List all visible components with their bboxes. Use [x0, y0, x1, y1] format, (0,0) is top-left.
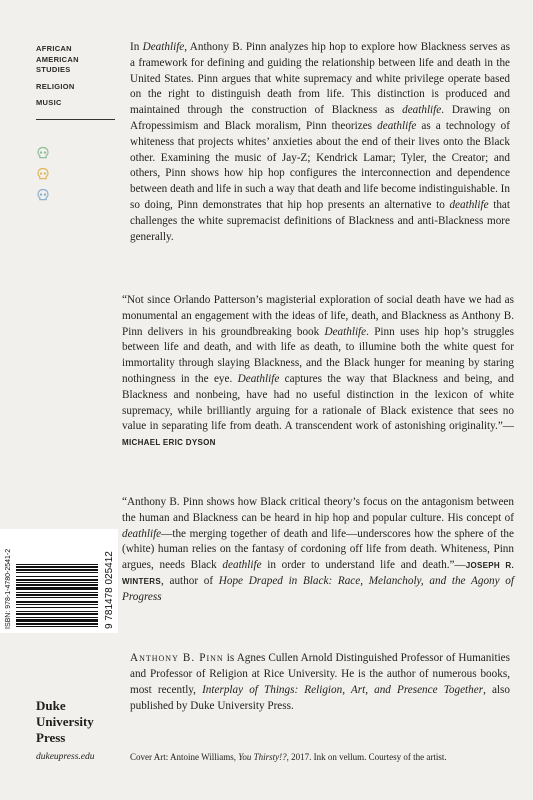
publisher-line-1: Duke — [36, 698, 66, 713]
description-paragraph: In Deathlife, Anthony B. Pinn analyzes hip hop to explore how Blackness serves as a framework for defining and guiding the relationship between life and death in the United States. Pinn argues that white supremacy and white privilege operate based on the right to distinguish death from life. This distinction is produced and maintained through the construction of Blackness as deathlife. Drawing on Afropessimism and Black moralism, Pinn theorizes deathlife as a technology of whiteness that projects whites’ anxieties about the end of their lives onto the Black other. Examining the music of Jay-Z; Kendrick Lamar; Tyler, the Creator; and others, Pinn shows how hip hop configures the interconnection and dependence between death and life in such a way that death and life become indistinguishable. In so doing, Pinn demonstrates that hip hop presents an alternative to deathlife that challenges the white supremacist definitions of Blackness and anti-Blackness more generally. — [130, 41, 510, 243]
barcode-bar — [16, 572, 98, 573]
cover-art-credit: Cover Art: Antoine Williams, You Thirsty!?, 2017. Ink on vellum. Courtesy of the artist. — [130, 752, 447, 762]
category-american: AMERICAN — [36, 54, 79, 64]
skull-icon — [36, 146, 50, 160]
publisher-url: dukeupress.edu — [36, 752, 95, 762]
barcode-bar — [16, 626, 98, 627]
publisher-name — [36, 698, 94, 746]
barcode-bar — [16, 564, 98, 565]
publisher-line-2: University — [36, 714, 94, 729]
barcode-bar — [16, 594, 98, 596]
sidebar — [36, 44, 116, 120]
barcode-bar — [16, 592, 98, 593]
author-bio: Anthony B. Pinn is Agnes Cullen Arnold Distinguished Professor of Humanities and Professor of Religion at Rice University. He is the author of numerous books, most recently, Interplay of Things: Religion, Art, and Presence Together, also published by Duke University Press. — [130, 652, 510, 712]
endorsement-quote-2: “Anthony B. Pinn shows how Black critical theory’s focus on the antagonism between the human and Blackness can be heard in hip hop and popular culture. His concept of deathlife—the merging together of death and life—underscores how the sphere of the (white) human relies on the fantasy of cordoning off life from death. Whiteness, Pinn argues, needs Black deathlife in order to understand life and death.”—JOSEPH R. WINTERS, author of Hope Draped in Black: Race, Melancholy, and the Agony of Progress — [122, 496, 514, 603]
barcode-bar — [16, 611, 98, 612]
category-music: MUSIC — [36, 98, 62, 107]
isbn-text: ISBN: 978-1-4780-2541-2 — [5, 548, 12, 629]
barcode — [0, 529, 118, 633]
skull-icons — [36, 146, 50, 209]
barcode-bar — [16, 613, 98, 615]
barcode-bar — [16, 587, 98, 590]
barcode-bar — [16, 617, 98, 618]
skull-icon — [36, 167, 50, 181]
barcode-bar — [16, 579, 98, 581]
barcode-bar — [16, 601, 98, 603]
sidebar-rule — [36, 119, 115, 120]
barcode-bar — [16, 566, 98, 568]
author-name: Anthony B. Pinn — [130, 652, 224, 665]
barcode-bar — [16, 619, 98, 622]
category-studies: STUDIES — [36, 65, 71, 74]
barcode-bar — [16, 607, 98, 608]
barcode-bar — [16, 597, 98, 598]
category-african: AFRICAN — [36, 44, 72, 53]
barcode-bar — [16, 569, 98, 571]
barcode-number: 9 781478 025412 — [104, 551, 115, 629]
barcode-bar — [16, 623, 98, 625]
barcode-bar — [16, 576, 98, 577]
barcode-bar — [16, 584, 98, 586]
publisher-line-3: Press — [36, 730, 66, 745]
barcode-bar — [16, 604, 98, 605]
barcode-area — [5, 521, 115, 641]
endorsement-quote-1: “Not since Orlando Patterson’s magisterial exploration of social death have we had as monumental an engagement with the ideas of life, death, and Blackness as Anthony B. Pinn delivers in his groundbreaking book Deathlife. Pinn uses hip hop’s struggles between life and death, and with life as death, to illumine both the white quest for immortality through slaying Blackness, and the Black hunger for meaning by staring nothingness in the eye. Deathlife captures the way that Blackness and being, and Blackness and nonbeing, have had no useful distinction in the lexicon of white supremacy, while brilliantly arguing for a rationale of Black existence that sees no value in separating life from death. A transcendent work of astonishing originality.”—MICHAEL ERIC DYSON — [122, 294, 514, 448]
barcode-bar — [16, 582, 98, 583]
category-religion: RELIGION — [36, 81, 75, 91]
quote-author-1: MICHAEL ERIC DYSON — [122, 438, 216, 448]
skull-icon — [36, 188, 50, 202]
quote-author-2: JOSEPH R. WINTERS — [122, 561, 514, 586]
